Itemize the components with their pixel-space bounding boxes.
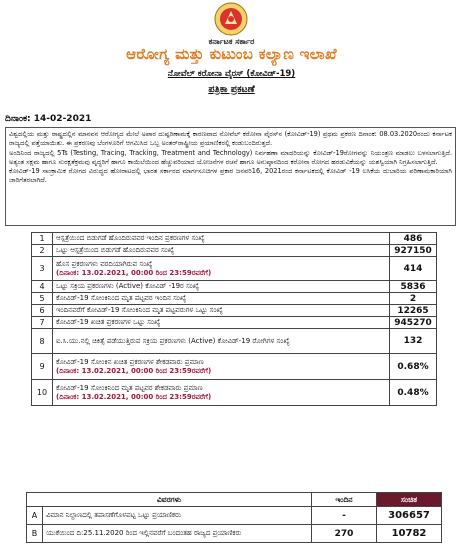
row-label-cell: [53, 257, 390, 281]
department-title: ಆರೋಗ್ಯ ಮತ್ತು ಕುಟುಂಬ ಕಲ್ಯಾಣ ಇಲಾಖೆ: [126, 45, 337, 63]
row-label: ಹೊಸ ಪ್ರಕರಣಗಳು ವರದಿಯಾಗಿರುವ ಸಂಖ್ಯೆ: [56, 259, 153, 268]
row-date-range: (ದಿನಾಂಕ: 13.02.2021, 00:00 ರಿಂದ 23:59ರವರೆಗೆ): [56, 366, 212, 375]
header: [0, 0, 463, 113]
row-cumulative: 10782: [377, 525, 442, 543]
row-label-cell: [53, 233, 390, 245]
intro-paragraph: ಕೋವಿಡ್-19 ಸಾಂಕ್ರಾಮಿಕ ರೋಗದ ವಿರುದ್ಧದ ಹೋರಾಟದಲ್ಲಿ ಭಾರತ ಸರ್ಕಾರದ ಮಾರ್ಗಸೂಚಿಗಳ ಪ್ರಕಾರ ಜನವರಿ16, 2021ರಂದ ಕರ್ನಾಟಕದಲ್ಲಿ ಕೋವಿಡ್ -19 ಲಸಿಕೆಯ ದುಬಾರಿಯ ಪರಿಣಾಮಕಾರಿಯಾಗಿ ಜಾರಿಗೆತರಲಾಗಿದೆ.: [9, 167, 452, 185]
travel-table: [26, 492, 442, 543]
row-today: 270: [312, 525, 377, 543]
row-label-cell: [53, 354, 390, 380]
date-label: ದಿನಾಂಕ:: [5, 114, 31, 124]
table-row: [27, 525, 442, 543]
row-label: ಕೋವಿಡ್-19 ಸೋಂಕಿನಿಂದ ಮೃತ ಪಟ್ಟವರ ಶೇಕಡವಾರು ಪ್ರಮಾಣ: [56, 383, 203, 392]
date-value: 14-02-2021: [33, 114, 92, 124]
row-number: 9: [32, 354, 53, 380]
row-label-cell: [53, 245, 390, 257]
table-row: [32, 354, 437, 380]
row-value: 414: [390, 257, 437, 281]
row-label: ವಿಮಾನ ನಿಲ್ದಾಣದಲ್ಲಿ ತಪಾಸಣೆಗೊಳಪಟ್ಟ ಒಟ್ಟು ಪ್ರಯಾಣಿಕರು: [43, 507, 312, 525]
row-value: 2: [390, 293, 437, 305]
row-value: 927150: [390, 245, 437, 257]
row-number: 8: [32, 329, 53, 354]
row-number: 6: [32, 305, 53, 317]
row-value: 0.48%: [390, 380, 437, 406]
row-number: 4: [32, 281, 53, 293]
row-label-cell: [53, 281, 390, 293]
column-header: ಸಂಚಿತ: [377, 493, 442, 507]
table-row: [32, 257, 437, 281]
table-row: [32, 245, 437, 257]
table-row: [32, 293, 437, 305]
intro-box: [5, 127, 456, 226]
row-letter: B: [27, 525, 43, 543]
government-label: ಕರ್ನಾಟಕ ಸರ್ಕಾರ: [208, 37, 255, 46]
row-value: 5836: [390, 281, 437, 293]
intro-paragraph: ಅಂದಿನಿಂದ ರಾಜ್ಯದಲ್ಲಿ 5Ts (Testing, Tracing, Tracking, Treatment and Technology) ನಿರ್ವಹಣಾ ಮಾದರಿಯನ್ನು ಕೋವಿಡ್-19ರೋಗವನ್ನು ನಿಯಂತ್ರಣ ಮಾಡಲು ಬಳಸಲಾಗುತ್ತಿದೆ. ಅತ್ಯಂತ ಸಕ್ಷಮ ಹಾಗೂ ಸುರಕ್ಷತೆಕ್ರಮವು ವೃದ್ಧರಿಗೆ ಹಾಗೂ ಕಾಯಿಲೆಯಿಂದ ಹೆಚ್ಚುವರಿಯಾದ ಯೋಜನೆಗಳ ರಚನೆ ಹಾಗೂ ಅನುಷ್ಠಾನದಿಂದ ಕರೋನಾ ರೋಗದ ಹರಡುವಿಕೆಯನ್ನು ಯಶಸ್ವಿಯಾಗಿ ನಿಗ್ರಹಿಸಲಾಗುತ್ತಿದೆ.: [9, 148, 452, 166]
table-row: [32, 233, 437, 245]
row-number: 10: [32, 380, 53, 406]
table-row: [32, 380, 437, 406]
row-value: 486: [390, 233, 437, 245]
row-date-range: (ದಿನಾಂಕ: 13.02.2021, 00:00 ರಿಂದ 23:59ರವರೆಗೆ): [56, 268, 212, 277]
row-label: ಇಂದಿನವರೆಗೆ ಕೋವಿಡ್-19 ಸೋಂಕಿನಿಂದ ಮೃತ ಪಟ್ಟವರುಗಳ ಒಟ್ಟು ಸಂಖ್ಯೆ: [56, 306, 223, 314]
table-row: [32, 317, 437, 329]
row-letter: A: [27, 507, 43, 525]
karnataka-emblem-icon: [214, 2, 248, 36]
row-today: -: [312, 507, 377, 525]
row-number: 7: [32, 317, 53, 329]
table-row: [32, 305, 437, 317]
row-value: 12265: [390, 305, 437, 317]
row-label: ಒಟ್ಟು ಸಕ್ರಿಯ ಪ್ರಕರಣಗಳು (Active) ಕೋವಿಡ್ -19ರ ಸಂಖ್ಯೆ: [56, 282, 200, 290]
intro-paragraph: ವಿಶ್ವದಲ್ಲಿಯ ಮತ್ತು ರಾಷ್ಟ್ರದಲ್ಲಿನ ಮಾನವನ ಆರೋಗ್ಯದ ಮೇಲೆ ಅಪಾರ ದುಷ್ಪರಿಣಾಮಕ್ಕೆ ಕಾರಣವಾದ ನೋವೆಲ್ ಕರೋನಾ ವೈರಸ್‌ನ (ಕೋವಿಡ್-19) ಪ್ರಥಮ ಪ್ರಕರಣ ದಿನಾಂಕ: 08.03.2020ರಂದು ಕರ್ನಾಟಕ ರಾಜ್ಯದಲ್ಲಿ ಪತ್ತೆಯಾಯಿತು. ಈ ಪ್ರಕರಣವು ಬೆಂಗಳೂರಿಗೆ ಆಗಮಿಸಿದ ಒಬ್ಬ ಅಂತರ್‌ರಾಷ್ಟ್ರೀಯ ಪ್ರಯಾಣಿಕರಲ್ಲಿ ಕಂಡುಬಂದಿರುತ್ತದೆ.: [9, 130, 452, 148]
table-row: [27, 507, 442, 525]
row-cumulative: 306657: [377, 507, 442, 525]
row-label: ಕೋವಿಡ್-19 ಸೋಂಕಿನಿಂದ ಮೃತ ಪಟ್ಟವರ ಇಂದಿನ ಸಂಖ್ಯೆ: [56, 294, 187, 302]
row-value: 945270: [390, 317, 437, 329]
row-label: ಕೋವಿಡ್-19 ಖಚಿತ ಪ್ರಕರಣಗಳ ಒಟ್ಟು ಸಂಖ್ಯೆ: [56, 318, 161, 326]
row-label-cell: [53, 317, 390, 329]
row-label: ಕೋವಿಡ್-19 ಸೋಂಕಿನ ಖಚಿತ ಪ್ರಕರಣಗಳ ಶೇಕಡವಾರು ಪ್ರಮಾಣ: [56, 357, 204, 366]
row-label-cell: [53, 293, 390, 305]
table-row: [32, 329, 437, 354]
row-label-cell: [53, 380, 390, 406]
date-line: [5, 114, 91, 124]
row-number: 5: [32, 293, 53, 305]
row-value: 0.68%: [390, 354, 437, 380]
row-label: ಆಸ್ಪತ್ರೆಯಿಂದ ಬಿಡುಗಡೆ ಹೊಂದಿರುವವರ ಇಂದಿನ ಪ್ರಕರಣಗಳ ಸಂಖ್ಯೆ: [56, 234, 205, 242]
row-date-range: (ದಿನಾಂಕ: 13.02.2021, 00:00 ರಿಂದ 23:59ರವರೆಗೆ): [56, 392, 212, 401]
row-label: ಒಟ್ಟು ಆಸ್ಪತ್ರೆಯಿಂದ ಬಿಡುಗಡೆ ಹೊಂದಿರುವವರ ಸಂಖ್ಯೆ: [56, 246, 175, 254]
table-row: [32, 281, 437, 293]
row-label: ಯುಕೆಯಿಂದ ದಿ:25.11.2020 ರಿಂದ ಇಲ್ಲಿನವರೆಗೆ ಬಂದಂತಹ ರಾಜ್ಯದ ಪ್ರಯಾಣಿಕರು: [43, 525, 312, 543]
row-label-cell: [53, 305, 390, 317]
column-header: ವಿವರಗಳು: [27, 493, 312, 507]
corona-subtitle: ನೋವೆಲ್ ಕರೋನಾ ವೈರಸ್ (ಕೋವಿಡ್-19): [167, 69, 296, 79]
press-release-title: ಪತ್ರಿಕಾ ಪ್ರಕಟಣೆ: [208, 84, 255, 95]
row-number: 3: [32, 257, 53, 281]
row-number: 1: [32, 233, 53, 245]
row-value: 132: [390, 329, 437, 354]
row-label-cell: [53, 329, 390, 354]
row-label: ಐ.ಸಿ.ಯು.ನಲ್ಲಿ ಚಿಕಿತ್ಸೆ ಪಡೆಯುತ್ತಿರುವ ಸಕ್ರಿಯ ಪ್ರಕರಣಗಳು (Active) ಕೋವಿಡ್-19 ರೋಗಿಗಳ ಸಂಖ್ಯೆ: [56, 336, 290, 345]
column-header: ಇಂದಿನ: [312, 493, 377, 507]
stats-table: [31, 232, 437, 406]
row-number: 2: [32, 245, 53, 257]
